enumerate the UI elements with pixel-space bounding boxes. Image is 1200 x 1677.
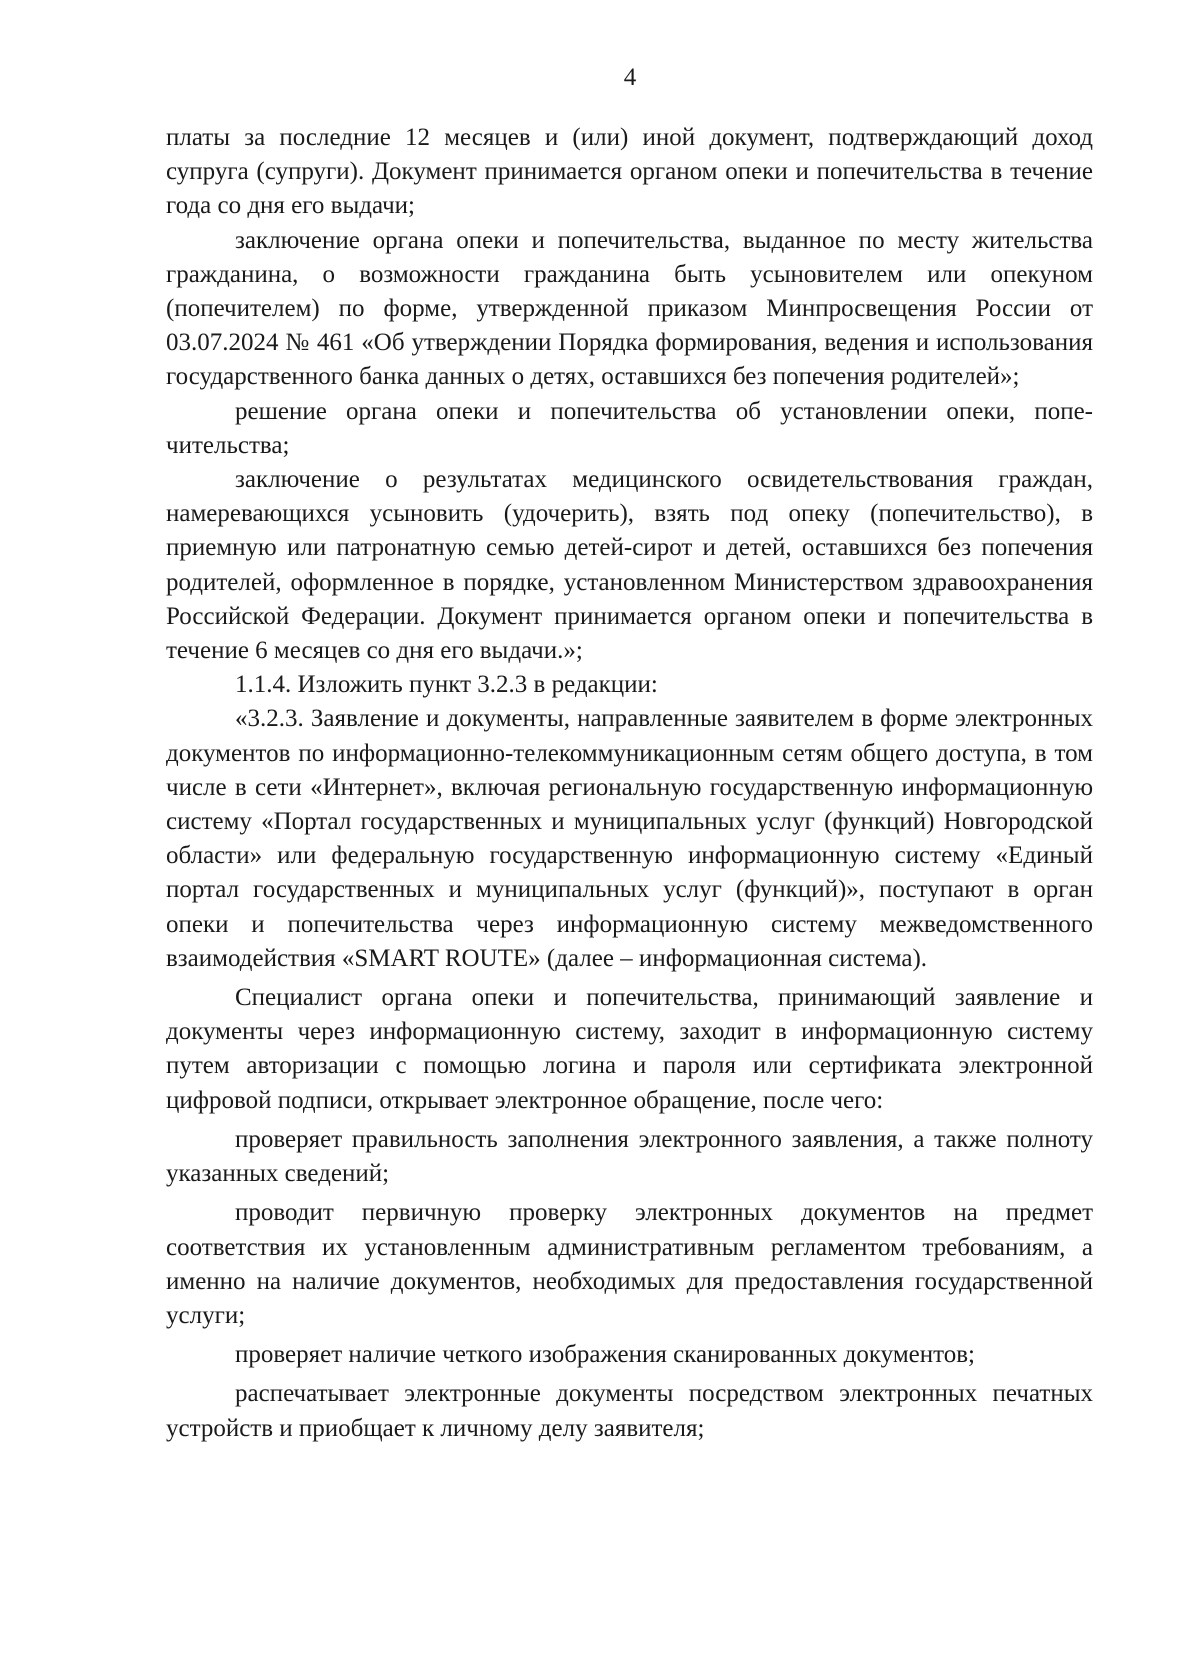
paragraph-guardianship-conclusion: заключение органа опеки и попечительства, выданное по месту жительства гражданина, о возможности гражданина быть усыновителем или опекуном (попечителем) по форме, утвержденной приказом Минпросвещения России от 03.07.2024 № 461 «Об утверждении Порядка формирования, ведения и использования государственного банка данных о детях, оставшихся без попечения родителей»; bbox=[166, 226, 1093, 391]
paragraph-print-documents: распечатывает электронные документы посредством электронных печатных устройств и приобщает к личному делу заявителя; bbox=[166, 1380, 1093, 1442]
paragraph-item-3-2-3: «3.2.3. Заявление и документы, направленные заявителем в форме электронных документов по информационно-телекоммуникационным сетям общего доступа, в том числе в сети «Интернет», включая региональную государственную информационную систему «Портал государственных и муниципальных услуг (функций) Новгородской области» или федеральную государственную информационную систему «Единый портал государственных и муниципальных услуг (функций)», поступают в орган опеки и попечительства через информационную систему межведомственного взаимодействия «SMART ROUTE» (далее – информационная система). bbox=[166, 705, 1093, 972]
paragraph-check-filling: проверяет правильность заполнения электронного заявления, а также полноту указанных сведений; bbox=[166, 1125, 1093, 1188]
paragraph-income-document: платы за последние 12 месяцев и (или) иной документ, подтверждающий доход супруга (супруги). Документ принимается органом опеки и попечительства в течение года со дня его выдачи; bbox=[166, 124, 1093, 220]
paragraph-check-scans: проверяет наличие четкого изображения сканированных документов; bbox=[235, 1341, 975, 1369]
paragraph-guardianship-decision: решение органа опеки и попечительства об установлении опеки, попечительства; bbox=[166, 397, 1093, 459]
paragraph-primary-check: проводит первичную проверку электронных документов на предмет соответствия их установленным административным регламентом требованиям, а именно на наличие документов, необходимых для предоставления государственной услуги; bbox=[166, 1199, 1093, 1329]
page-number: 4 bbox=[623, 64, 637, 91]
paragraph-item-1-1-4: 1.1.4. Изложить пункт 3.2.3 в редакции: bbox=[235, 671, 658, 699]
paragraph-specialist: Специалист органа опеки и попечительства, принимающий заявление и документы через информационную систему, заходит в информационную систему путем авторизации с помощью логина и пароля или сертификата электронной цифровой подписи, открывает электронное обращение, после чего: bbox=[166, 984, 1093, 1114]
paragraph-medical-conclusion: заключение о результатах медицинского освидетельствования граждан, намеревающихся усыновить (удочерить), взять под опеку (попечительство), в приемную или патронатную семью детей-сирот и детей, оставшихся без попечения родителей, оформленное в порядке, установленном Министерством здравоохранения Российской Федерации. Документ принимается органом опеки и попечительства в течение 6 месяцев со дня его выдачи.»; bbox=[166, 466, 1093, 665]
document-body bbox=[166, 121, 1093, 1446]
